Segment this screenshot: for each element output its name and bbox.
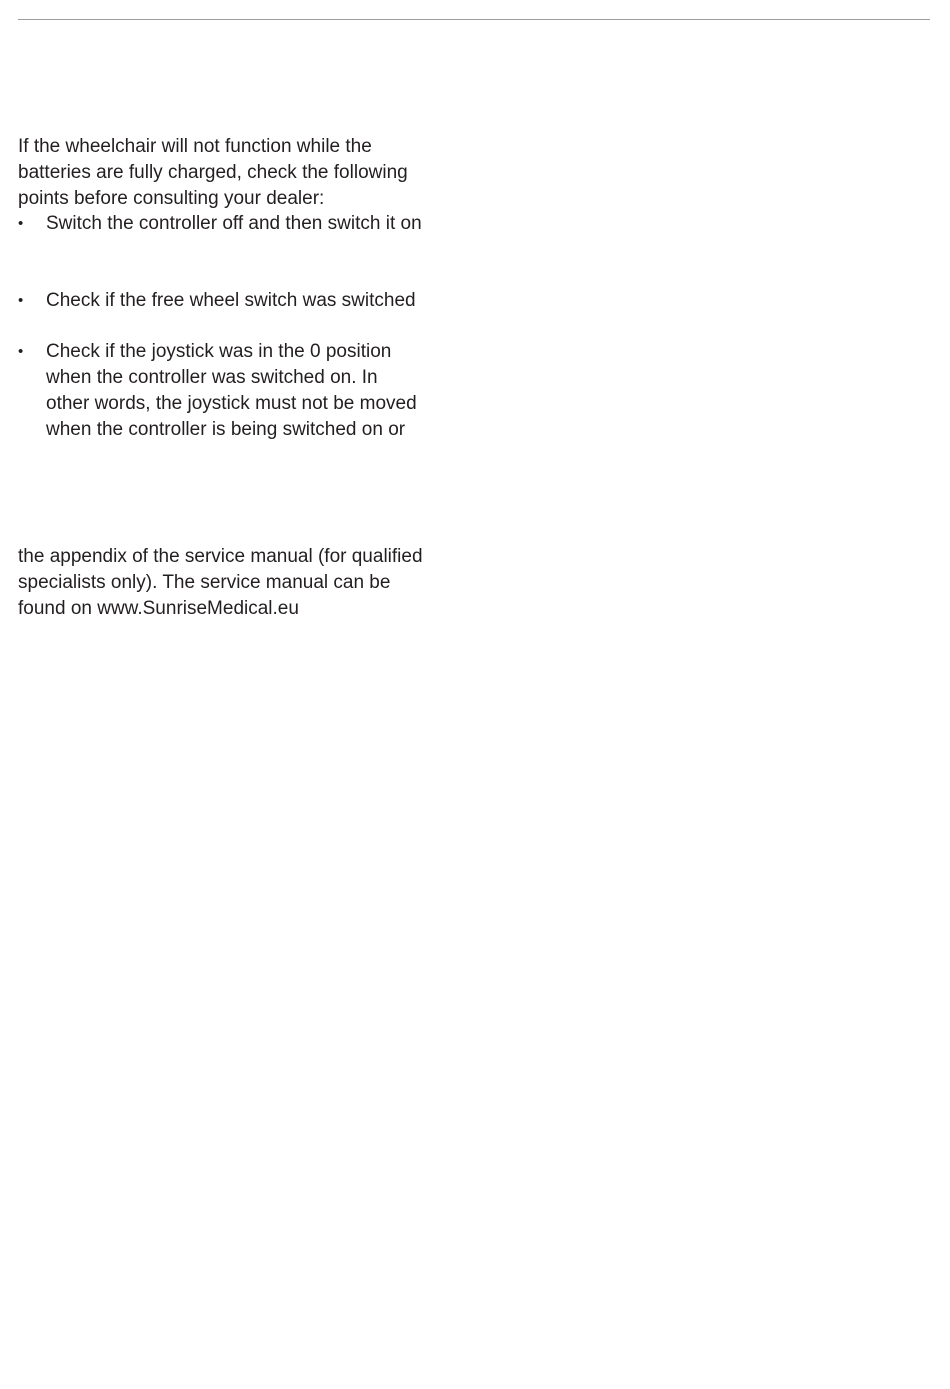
bullet-line: other words, the joystick must not be moved: [46, 393, 417, 414]
bullet-text: [46, 288, 458, 314]
bullet-icon: •: [18, 215, 24, 232]
bullet-item-controller-restart: [18, 211, 458, 237]
bullet-icon: •: [18, 343, 24, 360]
bullet-text: [46, 211, 458, 237]
bullet-icon: •: [18, 292, 24, 309]
bullet-item-free-wheel-switch: [18, 288, 458, 314]
outro-paragraph: [18, 544, 458, 622]
outro-line: specialists only). The service manual can be: [18, 572, 391, 593]
bullet-item-joystick-position: [18, 339, 458, 443]
bullet-line: when the controller is being switched on or: [46, 419, 406, 440]
outro-line: found on www.SunriseMedical.eu: [18, 598, 299, 619]
intro-paragraph: [18, 134, 458, 212]
bullet-line: Check if the joystick was in the 0 position: [46, 341, 392, 362]
bullet-line: Check if the free wheel switch was switched: [46, 290, 416, 311]
bullet-text: [46, 339, 458, 443]
bullet-line: Switch the controller off and then switch it on: [46, 213, 422, 234]
intro-line: points before consulting your dealer:: [18, 188, 325, 209]
bullet-line: when the controller was switched on. In: [46, 367, 378, 388]
outro-line: the appendix of the service manual (for qualified: [18, 546, 423, 567]
intro-line: batteries are fully charged, check the following: [18, 162, 408, 183]
header-divider: [18, 19, 930, 20]
intro-line: If the wheelchair will not function while the: [18, 136, 372, 157]
